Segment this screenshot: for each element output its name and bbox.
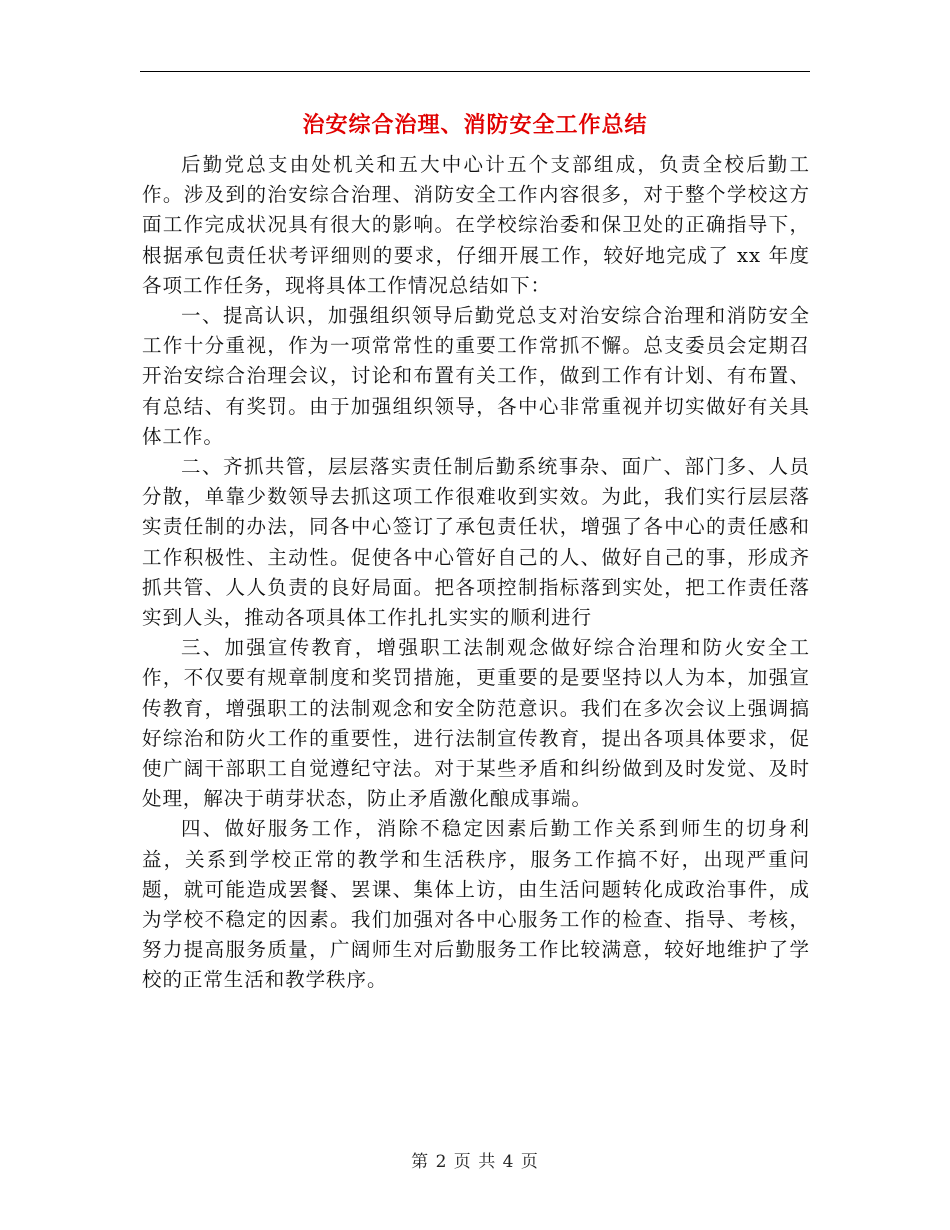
header-rule	[140, 71, 810, 72]
document-body	[142, 150, 810, 996]
document-title: 治安综合治理、消防安全工作总结	[302, 112, 648, 138]
paragraph-section-1: 一、提高认识，加强组织领导后勤党总支对治安综合治理和消防安全工作十分重视，作为一项常常性的重要工作常抓不懈。总支委员会定期召开治安综合治理会议，讨论和布置有关工作，做到工作有计划、有布置、有总结、有奖罚。由于加强组织领导，各中心非常重视并切实做好有关具体工作。	[142, 304, 810, 448]
paragraph-section-3: 三、加强宣传教育，增强职工法制观念做好综合治理和防火安全工作，不仅要有规章制度和奖罚措施，更重要的是要坚持以人为本，加强宣传教育，增强职工的法制观念和安全防范意识。我们在多次会议上强调搞好综治和防火工作的重要性，进行法制宣传教育，提出各项具体要求，促使广阔干部职工自觉遵纪守法。对于某些矛盾和纠纷做到及时发觉、及时处理，解决于萌芽状态，防止矛盾激化酿成事端。	[142, 636, 810, 811]
page-number-footer: 第 2 页 共 4 页	[411, 1152, 539, 1172]
paragraph-section-4: 四、做好服务工作，消除不稳定因素后勤工作关系到师生的切身利益，关系到学校正常的教学和生活秩序，服务工作搞不好，出现严重问题，就可能造成罢餐、罢课、集体上访，由生活问题转化成政治事件，成为学校不稳定的因素。我们加强对各中心服务工作的检查、指导、考核，努力提高服务质量，广阔师生对后勤服务工作比较满意，较好地维护了学校的正常生活和教学秩序。	[142, 817, 810, 992]
paragraph-section-2: 二、齐抓共管，层层落实责任制后勤系统事杂、面广、部门多、人员分散，单靠少数领导去抓这项工作很难收到实效。为此，我们实行层层落实责任制的办法，同各中心签订了承包责任状，增强了各中心的责任感和工作积极性、主动性。促使各中心管好自己的人、做好自己的事，形成齐抓共管、人人负责的良好局面。把各项控制指标落到实处，把工作责任落实到人头，推动各项具体工作扎扎实实的顺利进行	[142, 455, 810, 630]
paragraph-intro: 后勤党总支由处机关和五大中心计五个支部组成，负责全校后勤工作。涉及到的治安综合治理、消防安全工作内容很多，对于整个学校这方面工作完成状况具有很大的影响。在学校综治委和保卫处的正确指导下，根据承包责任状考评细则的要求，仔细开展工作，较好地完成了 xx 年度各项工作任务，现将具体工作情况总结如下：	[142, 153, 810, 297]
